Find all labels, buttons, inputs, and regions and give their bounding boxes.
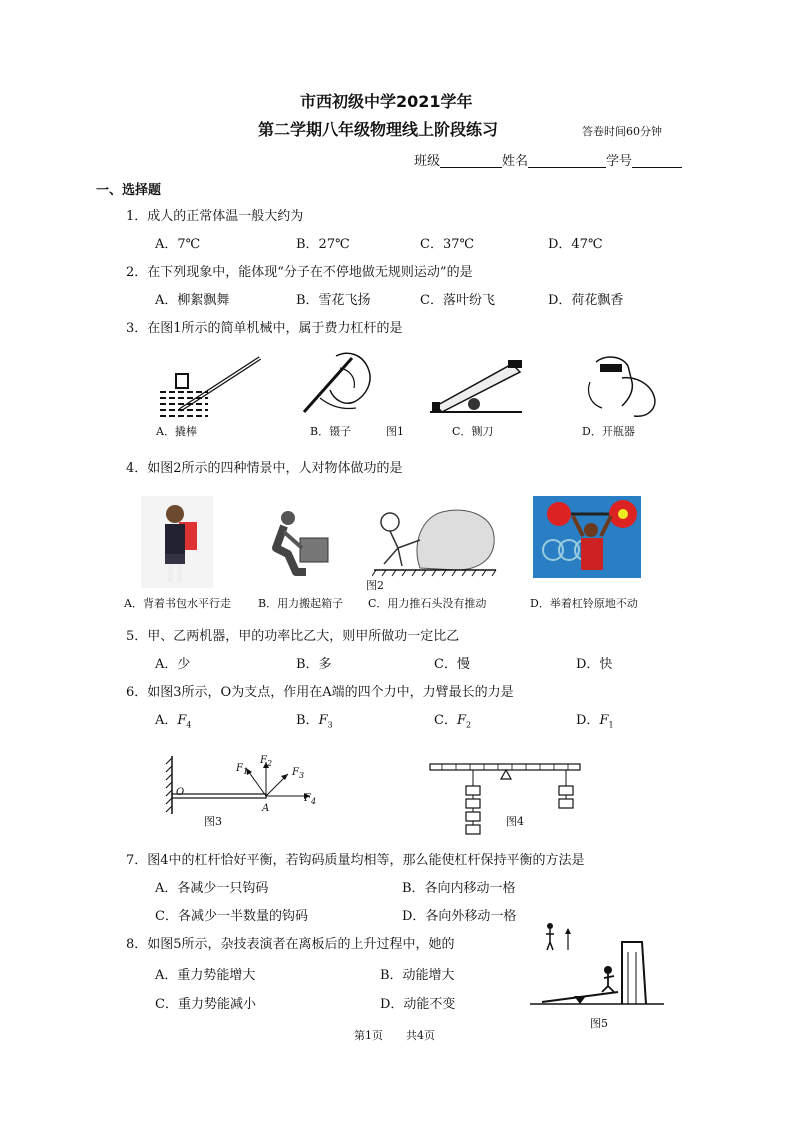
q4-option-c[interactable]: C．用力推石头没有推动 (368, 597, 487, 610)
exam-title: 第二学期八年级物理线上阶段练习 (258, 120, 499, 139)
q1-stem: 1．成人的正常体温一般大约为 (126, 209, 304, 224)
exam-title-school: 市西初级中学2021学年 (300, 92, 473, 111)
q3-stem: 3．在图1所示的简单机械中，属于费力杠杆的是 (126, 321, 403, 336)
q5-option-a[interactable]: A．少 (155, 657, 191, 672)
q5-option-d[interactable]: D．快 (576, 657, 613, 672)
q4-stem: 4．如图2所示的四种情景中，人对物体做功的是 (126, 461, 403, 476)
q5-option-b[interactable]: B．多 (296, 657, 332, 672)
q3-option-c[interactable]: C．铡刀 (452, 425, 494, 438)
name-field[interactable] (528, 155, 606, 168)
fig3-f1-label: $F_1$ (236, 763, 249, 776)
fig3-point-a-label: A (262, 803, 270, 814)
pushing-rock-figure (372, 506, 498, 578)
q8-option-c[interactable]: C．重力势能减小 (155, 997, 256, 1012)
fig3-pivot-label: O (176, 787, 185, 798)
bottle-opener-figure (582, 352, 662, 424)
q7-stem: 7．图4中的杠杆恰好平衡，若钩码质量均相等，那么能使杠杆保持平衡的方法是 (126, 853, 585, 868)
weightlifting-photo (533, 496, 641, 578)
q8-option-d[interactable]: D．动能不变 (380, 997, 456, 1012)
q3-option-a[interactable]: A．撬棒 (156, 425, 197, 438)
q5-option-c[interactable]: C．慢 (434, 657, 470, 672)
fig3-f4-label: $F_4$ (304, 793, 317, 806)
q4-option-b[interactable]: B．用力搬起箱子 (258, 597, 344, 610)
q8-option-b[interactable]: B．动能增大 (380, 968, 455, 983)
figure-4-caption: 图4 (506, 815, 524, 828)
q1-option-b[interactable]: B．27℃ (296, 237, 350, 252)
fig3-f3-label: $F_3$ (292, 767, 305, 780)
q7-option-b[interactable]: B．各向内移动一格 (402, 881, 516, 896)
q2-option-a[interactable]: A．柳絮飘舞 (155, 293, 230, 308)
q6-option-a[interactable]: A．$F_4$ (155, 713, 192, 730)
q2-stem: 2．在下列现象中，能体现“分子在不停地做无规则运动”的是 (126, 265, 473, 280)
class-field[interactable] (440, 155, 502, 168)
q4-option-a[interactable]: A．背着书包水平行走 (124, 597, 231, 610)
figure-1-caption: 图1 (386, 425, 404, 438)
paper-cutter-figure (428, 356, 526, 418)
q1-option-a[interactable]: A．7℃ (155, 237, 201, 252)
name-label: 姓名 (502, 154, 529, 169)
class-label: 班级 (414, 154, 441, 169)
exam-duration: 答卷时间60分钟 (582, 125, 662, 138)
q4-option-d[interactable]: D．举着杠铃原地不动 (530, 597, 638, 610)
q7-option-a[interactable]: A．各减少一只钩码 (155, 881, 269, 896)
q1-option-c[interactable]: C．37℃ (420, 237, 475, 252)
q8-stem: 8．如图5所示，杂技表演者在离板后的上升过程中，她的 (126, 937, 455, 952)
q7-option-d[interactable]: D．各向外移动一格 (402, 909, 517, 924)
student-info-line (414, 155, 682, 168)
tweezers-figure (296, 350, 380, 422)
q7-option-c[interactable]: C．各减少一半数量的钩码 (155, 909, 308, 924)
schoolbag-photo (141, 496, 213, 588)
q2-option-d[interactable]: D．荷花飘香 (548, 293, 624, 308)
lever-force-diagram (160, 752, 320, 818)
q2-option-c[interactable]: C．落叶纷飞 (420, 293, 495, 308)
lifting-box-figure (266, 508, 336, 578)
figure-5-caption: 图5 (590, 1017, 608, 1030)
crowbar-figure (158, 352, 268, 422)
q2-option-b[interactable]: B．雪花飞扬 (296, 293, 371, 308)
q6-stem: 6．如图3所示，O为支点，作用在A端的四个力中，力臂最长的力是 (126, 685, 514, 700)
q3-option-d[interactable]: D．开瓶器 (582, 425, 635, 438)
q6-option-c[interactable]: C．$F_2$ (434, 713, 472, 730)
q6-option-b[interactable]: B．$F_3$ (296, 713, 333, 730)
figure-3-caption: 图3 (204, 815, 222, 828)
fig3-f2-label: $F_2$ (260, 755, 273, 768)
q3-option-b[interactable]: B．镊子 (310, 425, 352, 438)
q1-option-d[interactable]: D．47℃ (548, 237, 603, 252)
total-pages: 共4页 (406, 1029, 435, 1042)
id-label: 学号 (606, 154, 633, 169)
section-heading: 一、选择题 (96, 183, 162, 198)
q6-option-d[interactable]: D．$F_1$ (576, 713, 614, 730)
seesaw-acrobat-figure (528, 912, 668, 1012)
q5-stem: 5．甲、乙两机器，甲的功率比乙大，则甲所做功一定比乙 (126, 629, 460, 644)
id-field[interactable] (632, 155, 682, 168)
page-number: 第1页 (354, 1029, 383, 1042)
q8-option-a[interactable]: A．重力势能增大 (155, 968, 256, 983)
figure-2-caption: 图2 (366, 579, 384, 592)
